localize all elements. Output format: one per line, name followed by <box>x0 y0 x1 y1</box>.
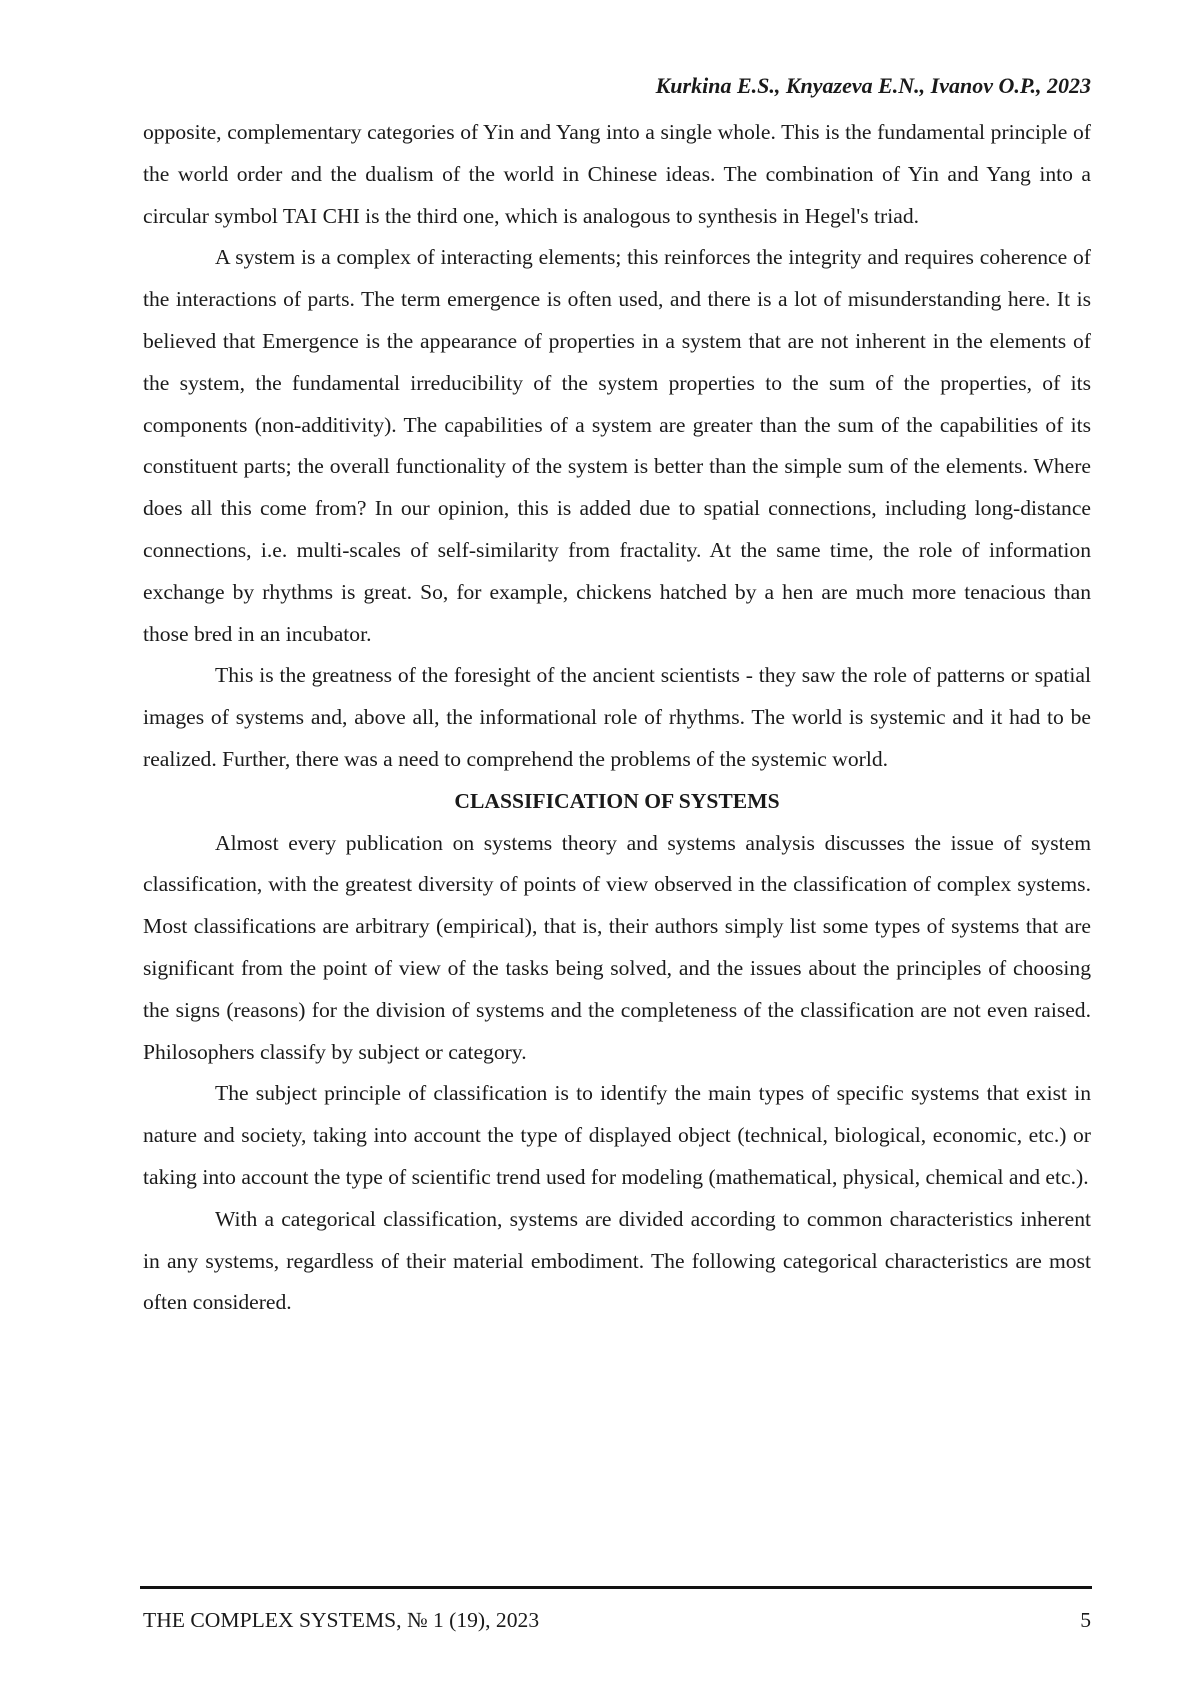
paragraph-subject-principle: The subject principle of classification is to identify the main types of specific systems that exist in nature and society, taking into account the type of displayed object (technical, biological, economic, etc.) or taking into account the type of scientific trend used for modeling (mathematical, physical, chemical and etc.). <box>143 1081 1091 1189</box>
paragraph-system-emergence: A system is a complex of interacting elements; this reinforces the integrity and requires coherence of the interactions of parts. The term emergence is often used, and there is a lot of misunderstanding here. It is believed that Emergence is the appearance of properties in a system that are not inherent in the elements of the system, the fundamental irreducibility of the system properties to the sum of the properties, of its components (non-additivity). The capabilities of a system are greater than the sum of the capabilities of its constituent parts; the overall functionality of the system is better than the simple sum of the elements. Where does all this come from? In our opinion, this is added due to spatial connections, including long-distance connections, i.e. multi-scales of self-similarity from fractality. At the same time, the role of information exchange by rhythms is great. So, for example, chickens hatched by a hen are much more tenacious than those bred in an incubator. <box>143 245 1091 646</box>
body-text <box>143 112 1091 1324</box>
section-heading: CLASSIFICATION OF SYSTEMS <box>454 788 780 813</box>
running-head-authors: Kurkina E.S., Knyazeva E.N., Ivanov O.P., 2023 <box>655 73 1091 98</box>
paragraph-categorical-classification: With a categorical classification, systems are divided according to common characteristics inherent in any systems, regardless of their material embodiment. The following categorical characteristics are most often considered. <box>143 1206 1091 1315</box>
paragraph-continued: opposite, complementary categories of Yin and Yang into a single whole. This is the fundamental principle of the world order and the dualism of the world in Chinese ideas. The combination of Yin and Yang into a circular symbol TAI CHI is the third one, which is analogous to synthesis in Hegel's triad. <box>143 120 1091 228</box>
paragraph-classification-intro: Almost every publication on systems theory and systems analysis discusses the issue of system classification, with the greatest diversity of points of view observed in the classification of complex systems. Most classifications are arbitrary (empirical), that is, their authors simply list some types of systems that are significant from the point of view of the tasks being solved, and the issues about the principles of choosing the signs (reasons) for the division of systems and the completeness of the classification are not even raised. Philosophers classify by subject or category. <box>143 830 1091 1064</box>
footer-divider <box>140 1586 1092 1589</box>
journal-title: THE COMPLEX SYSTEMS, № 1 (19), 2023 <box>143 1608 540 1632</box>
page-number: 5 <box>1080 1608 1091 1632</box>
paragraph-ancient-foresight: This is the greatness of the foresight of the ancient scientists - they saw the role of patterns or spatial images of systems and, above all, the informational role of rhythms. The world is systemic and it had to be realized. Further, there was a need to comprehend the problems of the systemic world. <box>143 663 1091 771</box>
